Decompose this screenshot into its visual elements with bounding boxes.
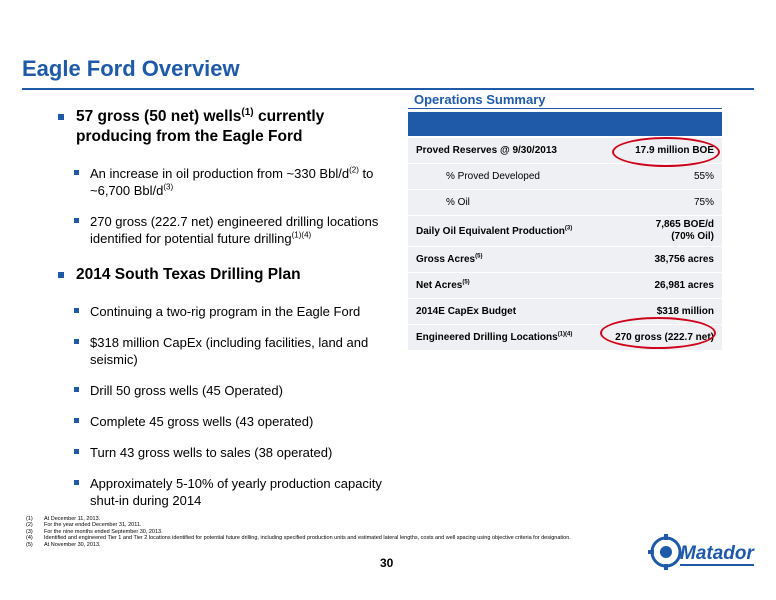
bullet-square-icon	[74, 308, 79, 313]
sub-bullet-turn-to-sales: Turn 43 gross wells to sales (38 operated)	[74, 444, 398, 461]
table-row: Engineered Drilling Locations$^{(1)(4)}$ 270 gross (222.7 net)	[408, 325, 722, 350]
page-title: Eagle Ford Overview	[22, 56, 240, 81]
sub-bullet-capex: $318 million CapEx (including facilities, land and seismic)	[74, 334, 398, 368]
sub-bullet-shut-in: Approximately 5-10% of yearly production capacity shut-in during 2014	[74, 475, 398, 509]
operations-table-header	[408, 112, 722, 136]
operations-summary-divider	[408, 108, 722, 109]
sub-bullet-drill: Drill 50 gross wells (45 Operated)	[74, 382, 398, 399]
table-row: Net Acres$^{(5)}$ 26,981 acres	[408, 273, 722, 298]
bullet-square-icon	[74, 218, 79, 223]
footnote: (1) At December 11, 2013.	[26, 516, 101, 522]
highlight-oval-drilling-locations	[600, 317, 716, 349]
bullet-drilling-plan: 2014 South Texas Drilling Plan	[58, 265, 398, 285]
bullet-square-icon	[74, 339, 79, 344]
footnote: (3) For the nine months ended September 30, 2013.	[26, 528, 163, 535]
sub-bullet-two-rig: Continuing a two-rig program in the Eagle Ford	[74, 303, 398, 320]
sub-bullet-complete: Complete 45 gross wells (43 operated)	[74, 413, 398, 430]
bullet-square-icon	[74, 170, 79, 175]
bullet-square-icon	[74, 418, 79, 423]
bullet-square-icon	[74, 387, 79, 392]
sub-bullet-oil-production: An increase in oil production from ~330 Bbl/$d^{(2)}$ to ~6,700 Bbl/$d^{(3)}$	[74, 165, 398, 199]
sub-bullet-drilling-locations: 270 gross (222.7 net) engineered drilling locations identified for potential future drilling$^{(1)(4)}$	[74, 213, 398, 247]
table-row: % Oil 75%	[408, 190, 722, 215]
highlight-oval-reserves	[612, 137, 720, 167]
table-row: Gross Acres$^{(5)}$ 38,756 acres	[408, 247, 722, 272]
footnote: (5) At November 30, 2013.	[26, 541, 101, 548]
operations-summary-title: Operations Summary	[414, 92, 546, 107]
bullet-square-icon	[58, 272, 64, 278]
footnote: (4) Identified and engineered Tier 1 and Tier 2 locations identified for potential future drilling, including specified production units and estimated lateral lengths, costs and well spacing using objective criteria for designation.	[26, 535, 571, 542]
bullet-wells: 57 gross (50 net) wells$^{(1)}$ currently producing from the Eagle Ford	[58, 107, 398, 147]
footnote: (2) For the year ended December 31, 2011.	[26, 522, 142, 529]
bullet-list	[58, 107, 398, 509]
table-row: 2014E CapEx Budget $318 million	[408, 299, 722, 324]
table-row: Daily Oil Equivalent Production$^{(3)}$ 7,865 BOE/d (70% Oil)	[408, 216, 722, 246]
logo-text: Matador	[680, 543, 754, 564]
footnotes	[26, 516, 646, 548]
bullet-square-icon	[58, 114, 64, 120]
bullet-square-icon	[74, 480, 79, 485]
table-row: % Proved Developed 55%	[408, 164, 722, 189]
table-row: Proved Reserves @ 9/30/2013 17.9 million BOE	[408, 138, 722, 163]
page-number: 30	[380, 556, 394, 570]
title-divider	[22, 88, 754, 90]
bullet-square-icon	[74, 449, 79, 454]
matador-logo-icon	[648, 528, 758, 580]
